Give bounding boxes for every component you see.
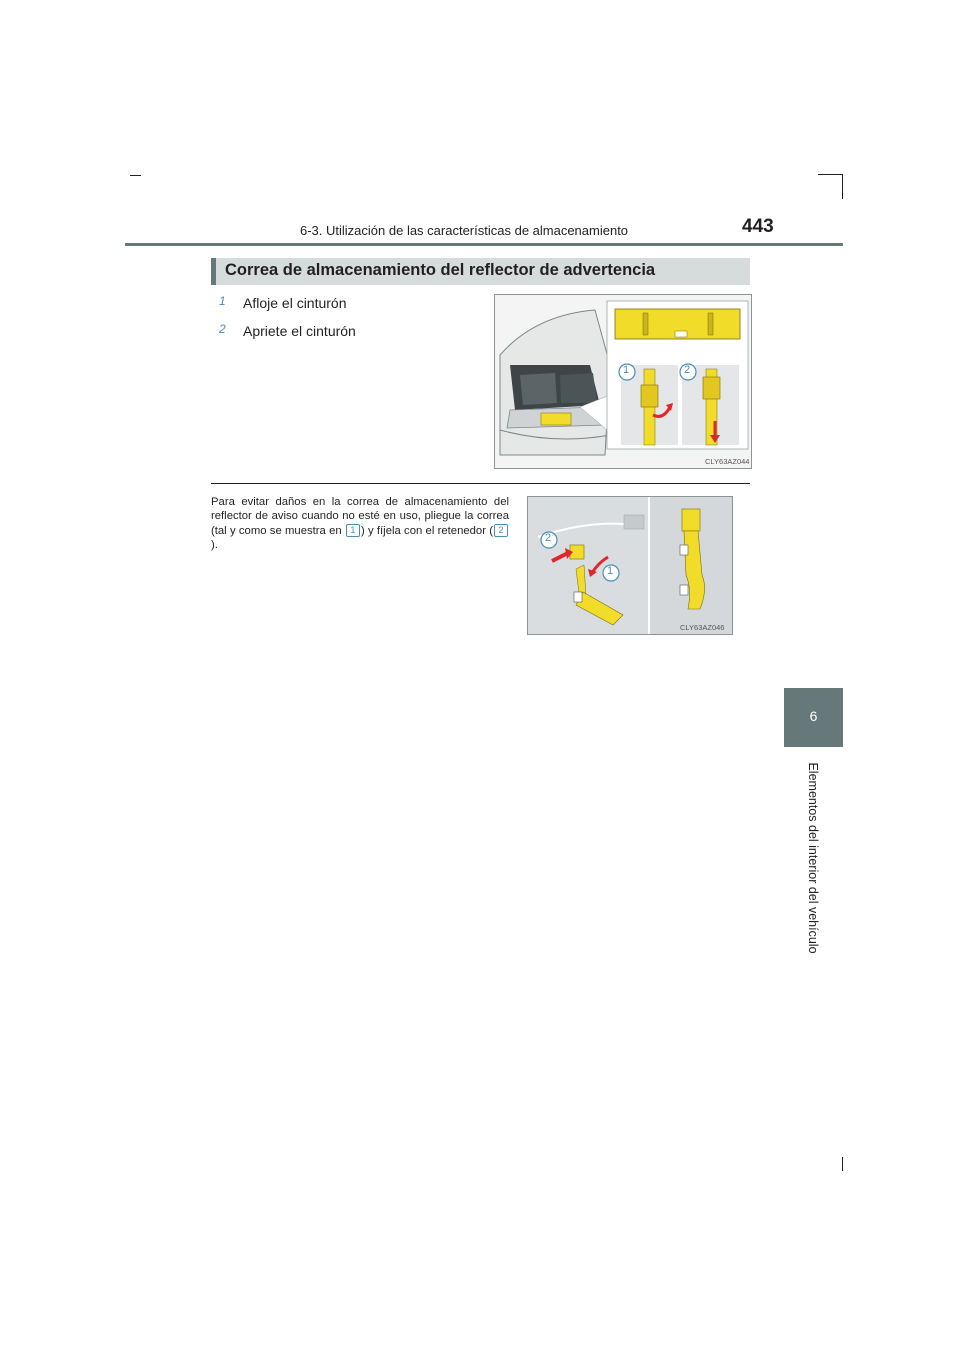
step-text: Afloje el cinturón xyxy=(243,295,347,311)
callout-1: 1 xyxy=(607,565,614,577)
callout-2: 2 xyxy=(684,364,691,376)
figure-trunk-strap xyxy=(494,294,752,469)
section-heading-text: Correa de almacenamiento del reflector de advertencia xyxy=(225,261,656,279)
figure-strap-retainer xyxy=(527,496,733,635)
figure-code: CLY63AZ046 xyxy=(680,623,725,632)
crop-mark xyxy=(842,174,843,199)
crop-mark xyxy=(842,1157,843,1171)
callout-2: 2 xyxy=(545,532,552,544)
step-text: Apriete el cinturón xyxy=(243,323,356,339)
ref-callout-1: 1 xyxy=(346,524,360,537)
crop-mark xyxy=(818,174,843,175)
section-divider xyxy=(211,483,750,484)
retainer-illustration xyxy=(528,497,733,635)
page-number: 443 xyxy=(742,216,774,237)
chapter-title: Elementos del interior del vehículo xyxy=(806,762,820,954)
crop-mark xyxy=(130,175,141,176)
chapter-tab[interactable]: 6 xyxy=(784,688,843,747)
step-number: 1 xyxy=(219,294,226,308)
ref-callout-2: 2 xyxy=(494,524,508,537)
heading-accent-bar xyxy=(211,258,216,285)
storage-note: Para evitar daños en la correa de almacenamiento del reflector de aviso cuando no esté en uso, pliegue la correa (tal y como se muestra en 1 ) y fíjela con el retenedor ( 2). xyxy=(211,496,509,552)
running-header: 6-3. Utilización de las características de almacenamiento xyxy=(300,223,629,238)
figure-code: CLY63AZ044 xyxy=(705,457,750,466)
header-rule xyxy=(125,243,843,246)
trunk-illustration xyxy=(495,295,752,469)
section-heading xyxy=(211,258,750,285)
step-number: 2 xyxy=(219,322,226,336)
callout-1: 1 xyxy=(623,364,630,376)
